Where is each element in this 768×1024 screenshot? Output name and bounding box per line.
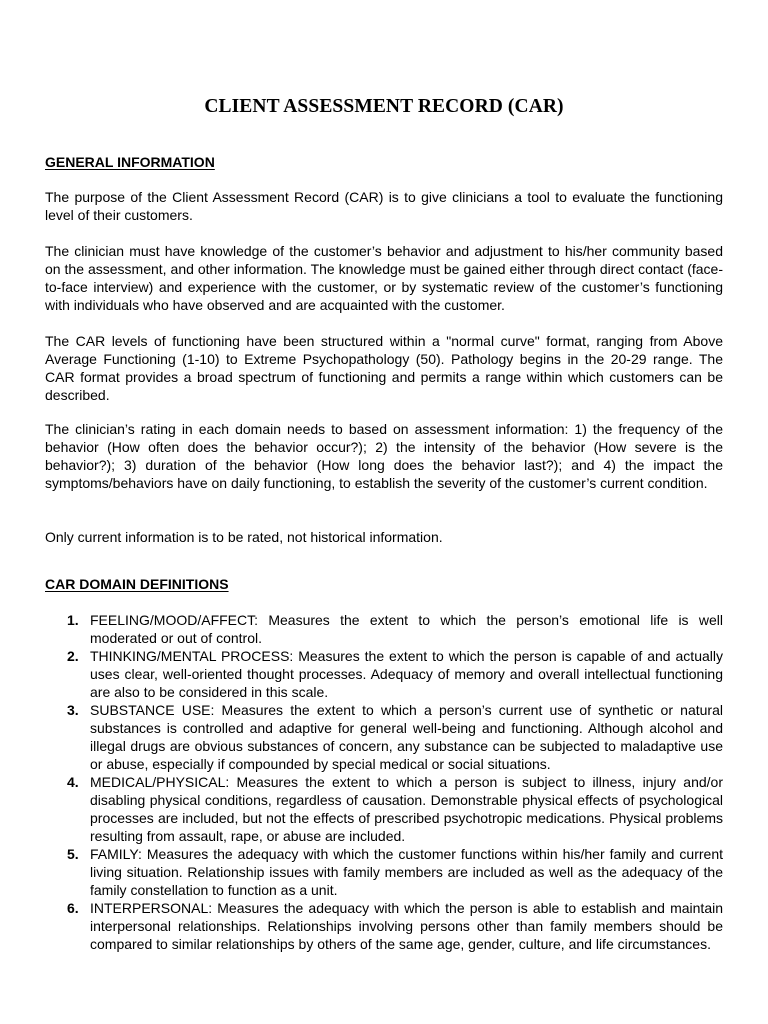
domain-item-text: INTERPERSONAL: Measures the adequacy with which the person is able to establish and maintain interpersonal relationships. Relationships involving persons other than family members should be compared to similar relationships by others of the same age, gender, culture, and life circumstances. xyxy=(90,900,723,952)
domain-item-text: THINKING/MENTAL PROCESS: Measures the extent to which the person is capable of and actually uses clear, well-oriented thought processes. Adequacy of memory and overall intellectual functioning are also to be considered in this scale. xyxy=(90,648,723,700)
domain-item-number: 5. xyxy=(67,846,79,862)
domain-item-number: 4. xyxy=(67,774,79,790)
document-title: CLIENT ASSESSMENT RECORD (CAR) xyxy=(204,96,564,117)
rating-criteria-paragraph: The clinician’s rating in each domain needs to based on assessment information: 1) the frequency of the behavior (How often does the behavior occur?); 2) the intensity of the behavior (How severe is the behavior?); 3) duration of the behavior (How long does the behavior last?); and 4) the impact the symptoms/behaviors have on daily functioning, to establish the severity of the customer’s current condition. xyxy=(45,421,723,491)
domain-item-family xyxy=(45,845,723,899)
domain-item-text: FAMILY: Measures the adequacy with which the customer functions within his/her family and current living situation. Relationship issues with family members are included as well as the adequacy of the family constellation to function as a unit. xyxy=(90,846,723,898)
domain-item-number: 2. xyxy=(67,648,79,664)
functioning-levels-paragraph: The CAR levels of functioning have been structured within a "normal curve" format, ranging from Above Average Functioning (1-10) to Extreme Psychopathology (50). Pathology begins in the 20-29 range. The CAR format provides a broad spectrum of functioning and permits a range within which customers can be described. xyxy=(45,333,723,403)
domain-item-thinking-mental-process xyxy=(45,647,723,701)
domain-item-number: 1. xyxy=(67,612,79,628)
domain-item-medical-physical xyxy=(45,773,723,845)
domain-item-number: 3. xyxy=(67,702,79,718)
domain-item-feeling-mood-affect xyxy=(45,611,723,647)
current-information-note: Only current information is to be rated, not historical information. xyxy=(45,529,443,545)
domain-item-text: SUBSTANCE USE: Measures the extent to which a person’s current use of synthetic or natural substances is controlled and adaptive for general well-being and functioning. Although alcohol and illegal drugs are obvious substances of concern, any substance can be subjected to maladaptive use or abuse, especially if compounded by special medical or social situations. xyxy=(90,702,723,772)
domain-item-text: FEELING/MOOD/AFFECT: Measures the extent to which the person’s emotional life is well moderated or out of control. xyxy=(90,612,723,646)
domain-item-number: 6. xyxy=(67,900,79,916)
domain-item-substance-use xyxy=(45,701,723,773)
purpose-paragraph: The purpose of the Client Assessment Record (CAR) is to give clinicians a tool to evaluate the functioning level of their customers. xyxy=(45,189,723,223)
domain-item-interpersonal xyxy=(45,899,723,953)
clinician-knowledge-paragraph: The clinician must have knowledge of the customer’s behavior and adjustment to his/her community based on the assessment, and other information. The knowledge must be gained either through direct contact (face-to-face interview) and experience with the customer, or by systematic review of the customer’s functioning with individuals who have observed and are acquainted with the customer. xyxy=(45,243,723,313)
domain-definitions-list xyxy=(45,611,723,953)
domain-item-text: MEDICAL/PHYSICAL: Measures the extent to which a person is subject to illness, injury and/or disabling physical conditions, regardless of causation. Demonstrable physical effects of psychological processes are included, but not the effects of prescribed psychotropic medications. Physical problems resulting from assault, rape, or abuse are included. xyxy=(90,774,723,844)
domain-definitions-heading: CAR DOMAIN DEFINITIONS xyxy=(45,576,229,592)
general-information-heading: GENERAL INFORMATION xyxy=(45,154,215,170)
